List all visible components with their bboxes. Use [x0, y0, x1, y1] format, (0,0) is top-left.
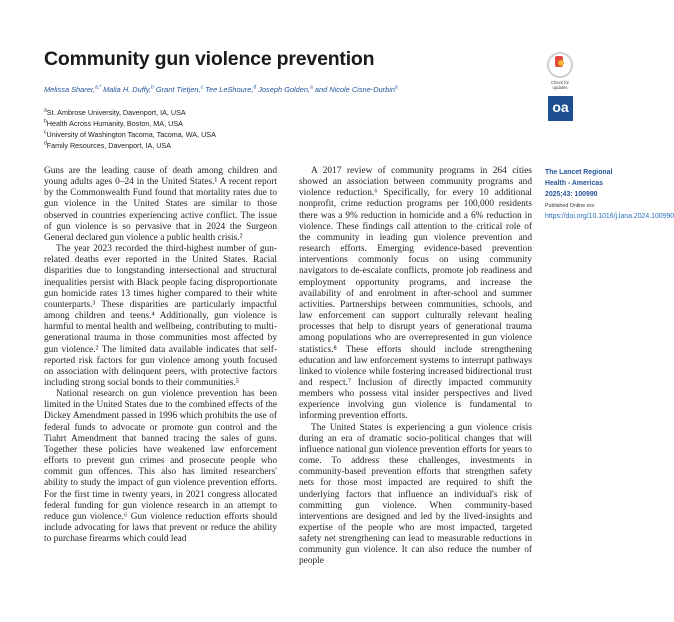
article-title: Community gun violence prevention — [44, 48, 375, 70]
author-name[interactable]: Malia H. Duffy, — [103, 85, 152, 94]
author-sup: d — [253, 84, 257, 91]
affiliation-sup: c — [44, 129, 47, 136]
affiliation-sup: b — [44, 118, 47, 125]
doi-link[interactable]: https://doi.org/10.1016/j.lana.2024.100990 — [545, 213, 674, 221]
check-updates-icon — [547, 52, 573, 78]
author-name[interactable]: Melissa Sharer, — [44, 85, 95, 94]
affiliation-text: University of Washington Tacoma, Tacoma, WA, USA — [46, 130, 216, 139]
affiliation-text: Health Across Humanity, Boston, MA, USA — [46, 119, 183, 128]
body-column-right — [299, 166, 532, 568]
affiliations — [44, 107, 344, 151]
affiliation-sup: d — [44, 140, 47, 147]
open-access-icon: oa — [548, 96, 573, 121]
author-name[interactable]: and Nicole Cisne-Durbin — [314, 85, 395, 94]
check-updates-label: Check for updates — [551, 80, 569, 90]
author-sup: a — [310, 84, 313, 91]
author-name[interactable]: Tee LeShoure, — [205, 85, 254, 94]
citation: 2025;43: 100990 — [545, 190, 598, 198]
author-list — [44, 85, 514, 94]
journal-name: The Lancet Regional Health - Americas — [545, 169, 613, 187]
check-for-updates-button[interactable] — [545, 52, 575, 90]
affiliation-text: St. Ambrose University, Davenport, IA, USA — [46, 108, 186, 117]
author-sup: b — [151, 84, 154, 91]
author-sup: a — [394, 84, 398, 91]
author-name[interactable]: Joseph Golden, — [258, 85, 311, 94]
affiliation-sup: a — [44, 107, 47, 114]
paragraph: Guns are the leading cause of death among children and young adults ages 0–24 in the United States.¹ A recent report by the Commonwealth Fund found that mortality rates due to gun violence in the United States are similar to those observed in countries experiencing active conflict. The issue of gun violence is so pervasive that in 2024 the Surgeon General declared gun violence a public health crisis.² — [44, 166, 277, 243]
affiliation — [44, 118, 344, 129]
affiliation — [44, 129, 344, 140]
author-sup: c — [200, 84, 204, 91]
published-online: Published Online xxx — [545, 203, 595, 210]
paragraph: The year 2023 recorded the third-highest number of gun-related deaths ever reported in the United States. Racial disparities due to longstanding intersectional and structural inequalities persist with Black people facing disproportionate gun homicide rates 13 times higher compared to their white counterparts.³ These disparities are particularly impactful among children and teens.⁴ Additionally, gun violence is harmful to mental health and wellbeing, contributing to multi-generational trauma in those communities most affected by gun violence.² The limited data available indicates that self-reported risk factors for gun violence among youth focused on association with delinquent peers, with protective factors including strong social bonds to their communities.⁵ — [44, 244, 277, 388]
paragraph: A 2017 review of community programs in 264 cities showed an association between community programs and violence reduction.⁶ Specifically, for every 10 additional nonprofit, crime reduction programs per 100,000 residents there was a 9% reduction in homicide and a 6% reduction in violence. These findings call attention to the critical role of the community in leading gun violence prevention and research efforts. Emerging evidence-based prevention interventions commonly focus on using community navigators to de-escalate conflicts, promote job readiness and employment opportunity programs, and increase the availability of and enrolment in after-school and summer activities. Partnerships between communities, schools, and law enforcement can support culturally relevant healing processes that help to disrupt years of generational trauma among populations who are overrepresented in gun violence statistics.⁸ These efforts should include strengthening education and law enforcement systems to interrupt pathways linked to violence while fostering increased bidirectional trust and respect.⁷ Inclusion of directly impacted community members who possess vital insider perspectives and lived experience involving gun violence is fundamental to informing prevention efforts. — [299, 166, 532, 422]
body-column-left — [44, 166, 277, 545]
author-name[interactable]: Grant Tietjen, — [155, 85, 201, 94]
affiliation — [44, 107, 344, 118]
affiliation — [44, 140, 344, 151]
affiliation-text: Family Resources, Davenport, IA, USA — [46, 141, 172, 150]
paragraph: National research on gun violence prevention has been limited in the United States due to the combined effects of the Dickey Amendment passed in 1996 which prohibits the use of federal funds to advocate or promote gun control and the Tiahrt Amendment that banned tracing the sales of guns. Together these policies have weakened law enforcement efforts to prevent gun crimes and prosecute people who commit gun offences. This also has limited researchers' ability to study the impact of gun violence prevention efforts. For the first time in twenty years, in 2021 congress allocated federal funding for gun violence research in an attempt to reduce gun violence.⁶ Gun violence reduction efforts should include advocating for laws that prevent or reduce the ability to purchase firearms which could lead — [44, 389, 277, 545]
article-info-sidebar — [545, 168, 674, 223]
paragraph: The United States is experiencing a gun violence crisis during an era of dramatic socio-political changes that will influence national gun violence prevention efforts for years to come. To address these challenges, investments in community-based prevention efforts that strengthen safety nets for those most impacted are required to shift the underlying factors that influence an individual's risk of committing gun violence. When community-based interventions are designed and led by the lived-insights and expertise of the people who are most impacted, targeted safety net strengthening can lead to measurable reductions in community gun violence. It can also reduce the number of people — [299, 422, 532, 567]
author-sup: a,* — [94, 84, 102, 91]
